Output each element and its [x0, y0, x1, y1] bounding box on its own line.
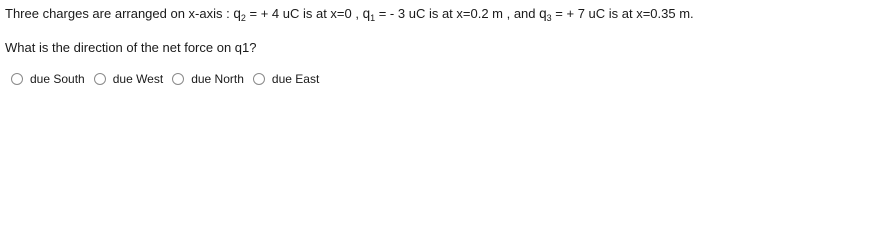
- radio-button[interactable]: [253, 73, 265, 85]
- problem-statement: [5, 6, 694, 23]
- answer-options: [11, 72, 328, 86]
- option-label: due North: [191, 72, 244, 86]
- q1-subscript: 1: [370, 13, 376, 23]
- radio-button[interactable]: [172, 73, 184, 85]
- option-label: due South: [30, 72, 85, 86]
- question-text: What is the direction of the net force on q1?: [5, 40, 257, 55]
- option-label: due East: [271, 72, 320, 86]
- q3-subscript: 3: [546, 13, 552, 23]
- radio-button[interactable]: [11, 73, 23, 85]
- option-due-east[interactable]: [253, 72, 319, 86]
- radio-button[interactable]: [94, 73, 106, 85]
- problem-intro: Three charges are arranged on x-axis :: [5, 6, 234, 21]
- q1-symbol: q: [362, 6, 371, 21]
- option-label: due West: [112, 72, 164, 86]
- option-due-west[interactable]: [94, 72, 163, 86]
- q1-details: = - 3 uC is at x=0.2 m , and: [375, 6, 540, 21]
- q3-details: = + 7 uC is at x=0.35 m.: [551, 6, 694, 21]
- q2-symbol: q: [233, 6, 241, 21]
- option-due-south[interactable]: [11, 72, 85, 86]
- q2-details: = + 4 uC is at x=0 ,: [245, 6, 363, 21]
- option-due-north[interactable]: [172, 72, 244, 86]
- q2-subscript: 2: [240, 13, 246, 23]
- q3-symbol: q: [539, 6, 547, 21]
